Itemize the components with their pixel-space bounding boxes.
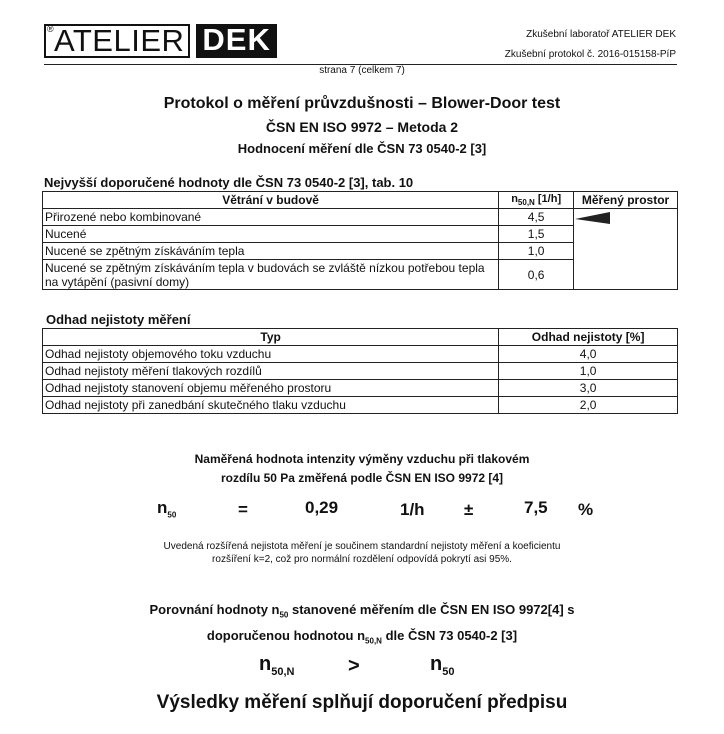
recommended-heading: Nejvyšší doporučené hodnoty dle ČSN 73 0540-2 [3], tab. 10 [44, 175, 414, 190]
registered-mark: ® [47, 24, 55, 34]
comparison-line1: Porovnání hodnoty $n_{50}$ stanovené měřením dle ČSN EN ISO 9972[4] s [149, 602, 575, 620]
verdict: Výsledky měření splňují doporučení předpisu [156, 692, 568, 713]
table-row [43, 346, 678, 363]
table-row [43, 209, 678, 226]
row-value: 4,0 [499, 346, 678, 363]
document-title: Protokol o měření průvzdušnosti – Blower-Door test [163, 95, 561, 112]
table-row [43, 380, 678, 397]
col-n50n: $n_{50,N}$ [1/h] [499, 192, 574, 209]
logo-atelier [44, 24, 190, 58]
row-value: 1,0 [499, 363, 678, 380]
comparison-line2: doporučenou hodnotou $n_{50,N}$ dle ČSN 73 0540-2 [3] [206, 627, 518, 646]
row-value: 1,0 [499, 243, 574, 260]
col-type: Typ [43, 329, 499, 346]
row-label: Odhad nejistoty měření tlakových rozdílů [43, 363, 499, 380]
row-label: Odhad nejistoty objemového toku vzduchu [43, 346, 499, 363]
result-symbol: $n_{50}$ [157, 498, 177, 520]
row-label: Nucené [43, 226, 499, 243]
result-intro [0, 450, 724, 488]
col-measured-space: Měřený prostor [574, 192, 678, 209]
row-label: Odhad nejistoty při zanedbání skutečného tlaku vzduchu [43, 397, 499, 414]
arrow-left-icon [574, 211, 614, 225]
uncertainty-table [42, 328, 678, 414]
page-number: strana 7 (celkem 7) [319, 65, 405, 76]
col-estimate: Odhad nejistoty [%] [499, 329, 678, 346]
result-intro-line1: Naměřená hodnota intenzity výměny vzduchu při tlakovém [194, 452, 530, 466]
result-value: 0,29 [305, 498, 339, 517]
comparison-text [0, 600, 724, 651]
protocol-number: Zkušební protokol č. 2016-015158-PíP [504, 49, 676, 60]
lab-name: Zkušební laboratoř ATELIER DEK [526, 29, 676, 40]
result-percent: % [578, 500, 594, 519]
row-value: 1,5 [499, 226, 574, 243]
logo-atelier-text: ATELIER [54, 23, 185, 58]
table-row [43, 397, 678, 414]
measured-space-cell [574, 209, 678, 290]
comparison-operator: > [348, 655, 360, 677]
row-value: 4,5 [499, 209, 574, 226]
logo-dek: DEK [196, 24, 276, 58]
recommended-table [42, 191, 678, 290]
standard-title: ČSN EN ISO 9972 – Metoda 2 [265, 119, 459, 135]
evaluation-title: Hodnocení měření dle ČSN 73 0540-2 [3] [237, 141, 487, 156]
row-value: 3,0 [499, 380, 678, 397]
row-label: Nucené se zpětným získáváním tepla [43, 243, 499, 260]
result-plus-minus: ± [464, 500, 474, 519]
col-ventilation: Větrání v budově [43, 192, 499, 209]
comparison-left: $n_{50,N}$ [259, 653, 295, 678]
row-value: 2,0 [499, 397, 678, 414]
uncertainty-note-line1: Uvedená rozšířená nejistota měření je součinem standardní nejistoty měření a koeficientu [163, 541, 561, 552]
result-uncertainty: 7,5 [524, 498, 548, 517]
result-equals: = [238, 500, 248, 519]
result-unit: 1/h [400, 500, 425, 519]
atelier-dek-logo [44, 24, 277, 58]
uncertainty-heading: Odhad nejistoty měření [46, 312, 191, 327]
row-value: 0,6 [499, 260, 574, 290]
uncertainty-note [0, 540, 724, 566]
table-row [43, 363, 678, 380]
result-intro-line2: rozdílu 50 Pa změřená podle ČSN EN ISO 9972 [4] [220, 471, 504, 485]
row-label: Odhad nejistoty stanovení objemu měřeného prostoru [43, 380, 499, 397]
comparison-right: $n_{50}$ [430, 653, 455, 678]
uncertainty-note-line2: rozšíření k=2, což pro normální rozdělení odpovídá pokrytí asi 95%. [212, 554, 512, 565]
row-label: Přirozené nebo kombinované [43, 209, 499, 226]
row-label: Nucené se zpětným získáváním tepla v budovách se zvláště nízkou potřebou tepla na vytápění (pasivní domy) [43, 260, 499, 290]
